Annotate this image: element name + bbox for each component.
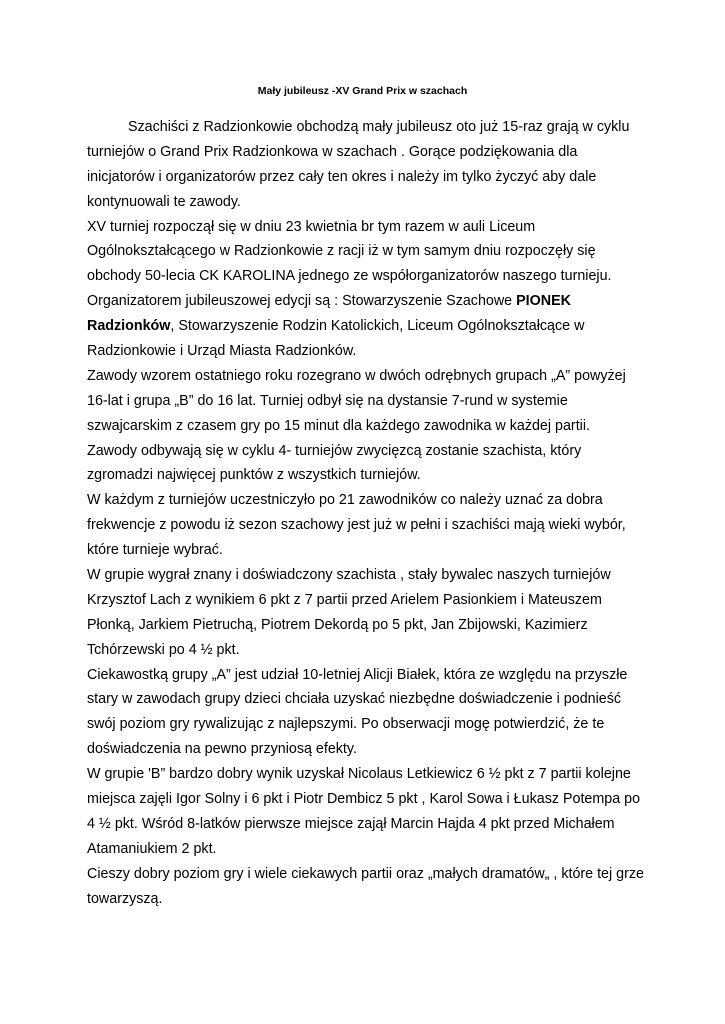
paragraph-line: W grupie 'B” bardzo dobry wynik uzyskał Nicolaus Letkiewicz 6 ½ pkt z 7 partii kolejne <box>87 766 631 783</box>
paragraph-line: Radzionkowie i Urząd Miasta Radzionków. <box>87 343 357 360</box>
paragraph-line: Ciekawostką grupy „A” jest udział 10-letniej Alicji Białek, która ze względu na przyszłe <box>87 666 628 683</box>
paragraph-line: kontynuowali te zawody. <box>87 193 241 210</box>
document-title: Mały jubileusz -XV Grand Prix w szachach <box>257 85 468 97</box>
paragraph-line: obchody 50-lecia CK KAROLINA jednego ze współorganizatorów naszego turnieju. <box>87 268 612 285</box>
bold-club-name: PIONEK <box>516 293 571 310</box>
paragraph-line: szwajcarskim z czasem gry po 15 minut dla każdego zawodnika w każdej partii. <box>87 417 590 434</box>
paragraph-line: Cieszy dobry poziom gry i wiele ciekawych partii oraz „małych dramatów„ , które tej grze <box>87 865 644 882</box>
paragraph-line: inicjatorów i organizatorów przez cały ten okres i należy im tylko życzyć aby dale <box>87 168 597 185</box>
paragraph-line: W grupie wygrał znany i doświadczony szachista , stały bywalec naszych turniejów <box>87 567 611 584</box>
paragraph-line: Szachiści z Radzionkowie obchodzą mały jubileusz oto już 15-raz grają w cyklu <box>128 119 630 135</box>
paragraph-line: doświadczenia na pewno przyniosą efekty. <box>87 741 357 758</box>
paragraph-line: Tchórzewski po 4 ½ pkt. <box>87 641 240 658</box>
paragraph-line: Zawody odbywają się w cyklu 4- turniejów zwycięzcą zostanie szachista, który <box>87 442 582 459</box>
paragraph-line: turniejów o Grand Prix Radzionkowa w szachach . Gorące podziękowania dla <box>87 143 578 160</box>
paragraph-line: W każdym z turniejów uczestniczyło po 21 zawodników co należy uznać za dobra <box>87 492 603 509</box>
paragraph-line: Płonką, Jarkiem Pietruchą, Piotrem Dekordą po 5 pkt, Jan Zbijowski, Kazimierz <box>87 616 588 633</box>
paragraph-line: XV turniej rozpoczął się w dniu 23 kwietnia br tym razem w auli Liceum <box>87 218 536 235</box>
paragraph-line: Krzysztof Lach z wynikiem 6 pkt z 7 partii przed Arielem Pasionkiem i Mateuszem <box>87 591 602 608</box>
paragraph-line: Ogólnokształcącego w Radzionkowie z racji iż w tym samym dniu rozpoczęły się <box>87 243 596 260</box>
paragraph-line: Zawody wzorem ostatniego roku rozegrano w dwóch odrębnych grupach „A” powyżej <box>87 367 626 384</box>
paragraph-line: frekwencje z powodu iż sezon szachowy jest już w pełni i szachiści mają wieki wybór, <box>87 517 626 534</box>
paragraph-line: swój poziom gry rywalizując z najlepszymi. Po obserwacji mogę potwierdzić, że te <box>87 716 605 733</box>
paragraph-line: stary w zawodach grupy dzieci chciała uzyskać niezbędne doświadczenie i podnieść <box>87 691 622 708</box>
paragraph-line: 16-lat i grupa „B” do 16 lat. Turniej odbył się na dystansie 7-rund w systemie <box>87 392 568 409</box>
bold-club-city: Radzionków <box>87 318 171 335</box>
paragraph-line: zgromadzi najwięcej punktów z wszystkich turniejów. <box>87 467 421 484</box>
line-text: Organizatorem jubileuszowej edycji są : Stowarzyszenie Szachowe <box>87 293 517 310</box>
paragraph-line: Atamaniukiem 2 pkt. <box>87 840 217 857</box>
paragraph-line: które turnieje wybrać. <box>87 542 223 559</box>
paragraph-line: towarzyszą. <box>87 890 163 907</box>
paragraph-line: miejsca zajęli Igor Solny i 6 pkt i Piotr Dembicz 5 pkt , Karol Sowa i Łukasz Potempa po <box>87 791 641 808</box>
document-body <box>87 115 667 912</box>
paragraph-line <box>87 314 667 339</box>
paragraph-line: 4 ½ pkt. Wśród 8-latków pierwsze miejsce zajął Marcin Hajda 4 pkt przed Michałem <box>87 815 615 832</box>
line-text: , Stowarzyszenie Rodzin Katolickich, Liceum Ogólnokształcące w <box>170 318 585 335</box>
paragraph-line <box>87 289 667 314</box>
